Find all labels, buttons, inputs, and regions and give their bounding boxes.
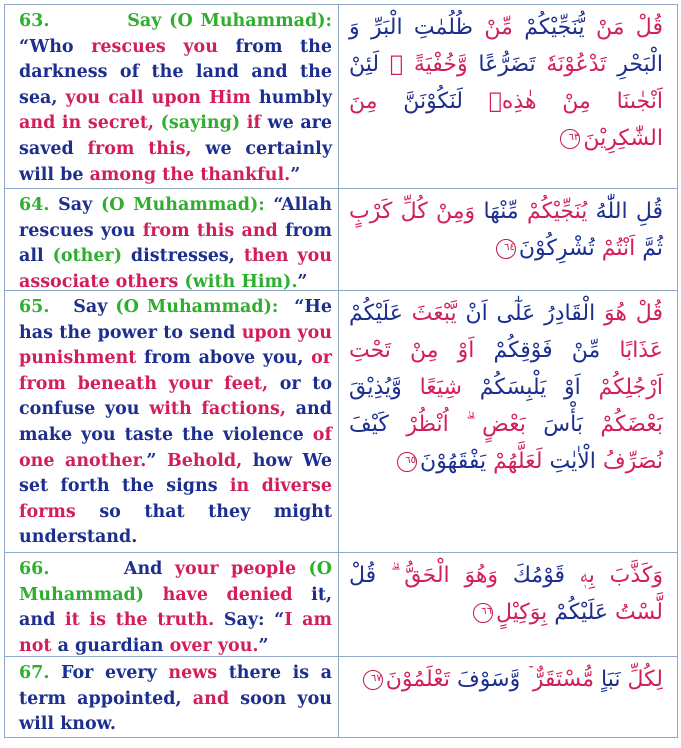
english-segment: it is the truth. xyxy=(65,610,224,631)
arabic-segment: يَّبْعَثَ xyxy=(402,301,457,326)
arabic-segment: الْقَادِرُ عَلٰٓى اَنْ xyxy=(456,301,596,326)
arabic-segment: قُلْ xyxy=(349,563,377,588)
english-segment: (saying) xyxy=(160,113,247,134)
english-segment: distresses, xyxy=(130,246,244,267)
arabic-verse xyxy=(339,189,677,290)
arabic-segment: نُصَرِّفُ xyxy=(595,449,663,474)
english-segment: I am not xyxy=(19,610,339,656)
arabic-segment: وَكَذَّبَ بِهٖ xyxy=(565,563,663,588)
english-segment: 65. xyxy=(19,297,58,317)
arabic-segment: وَّسَوْفَ xyxy=(449,667,521,692)
verse-row-64 xyxy=(5,189,677,291)
arabic-segment: لَّسْتُ xyxy=(608,600,663,625)
verse-number-marker: ٦٦ xyxy=(473,603,493,623)
verse-number-marker: ٦٥ xyxy=(397,452,417,472)
english-segment: For every xyxy=(61,663,169,683)
arabic-segment: مِّنْهَا xyxy=(475,199,519,224)
english-segment: and xyxy=(192,688,241,709)
arabic-segment: مِنْ هٰذِهٖ xyxy=(462,89,591,114)
arabic-segment: شِيَعًا xyxy=(401,375,462,400)
arabic-segment: بَأْسَ xyxy=(525,412,583,437)
english-segment: humbly xyxy=(258,87,339,108)
english-segment: it, and xyxy=(19,584,339,631)
arabic-segment: وَّخُفْيَةً ۚ xyxy=(379,52,468,77)
verse-number-marker: ٦٧ xyxy=(363,670,383,690)
english-segment: rescues you xyxy=(91,36,236,57)
arabic-segment: يُنَجِّيْكُمْ xyxy=(518,199,588,224)
english-segment: from the darkness of the land and the sea, xyxy=(19,36,339,108)
english-segment: from all xyxy=(19,220,339,267)
arabic-segment: ظُلُمٰتِ الْبَرِّ وَ الْبَحْرِ xyxy=(349,15,663,77)
english-segment: news xyxy=(168,663,229,683)
arabic-segment: كَيْفَ xyxy=(349,412,389,437)
arabic-segment: قُلْ هُوَ xyxy=(595,301,663,326)
english-segment: (O Muhammad) xyxy=(19,559,339,605)
arabic-segment: اَنْجٰىنَا xyxy=(590,89,663,114)
english-segment: (other) xyxy=(52,246,131,267)
english-segment: you call upon Him xyxy=(65,87,259,108)
arabic-segment: يُّنَجِّيْكُمْ xyxy=(512,15,585,40)
arabic-segment: عَلَيْكُمْ xyxy=(349,301,403,326)
english-segment: ” xyxy=(290,164,301,185)
arabic-segment: قُلْ مَنْ xyxy=(584,15,663,40)
english-segment: (O Muhammad): xyxy=(115,297,287,317)
english-segment: we are saved xyxy=(19,113,339,159)
english-segment: there is a term appointed, xyxy=(19,663,339,709)
english-segment: so that they might understand. xyxy=(19,501,339,548)
english-segment: a guardian xyxy=(57,635,170,656)
arabic-segment: وَمِنْ كُلِّ كَرْبٍ xyxy=(349,199,476,224)
arabic-segment: لِكُلِّ xyxy=(620,667,663,692)
english-segment: Say (O Muhammad): xyxy=(49,11,339,31)
english-segment: Say xyxy=(57,297,116,317)
english-segment: your people xyxy=(174,559,309,579)
arabic-segment: اَوْ مِنْ تَحْتِ اَرْجُلِكُمْ xyxy=(349,338,663,400)
verse-number-marker: ٦٣ xyxy=(560,129,580,149)
english-translation xyxy=(5,5,339,188)
verse-number-marker: ٦٤ xyxy=(496,239,516,259)
arabic-segment: لَنَكُوْنَنَّ xyxy=(377,89,463,114)
english-segment: from this and xyxy=(142,220,286,241)
english-translation xyxy=(5,189,339,290)
english-segment: among the thankful. xyxy=(89,164,291,185)
arabic-segment: عَلَيْكُمْ xyxy=(547,600,609,625)
english-segment: ” xyxy=(297,271,308,292)
english-segment: from above you, xyxy=(144,348,312,369)
arabic-segment: تَدْعُوْنَهٗ xyxy=(535,52,607,77)
english-segment: (with Him). xyxy=(184,271,298,292)
english-translation xyxy=(5,657,339,737)
english-segment: in diverse forms xyxy=(19,476,339,522)
english-segment: have denied xyxy=(162,584,312,605)
english-segment: of one another. xyxy=(19,424,339,471)
verse-table xyxy=(4,4,678,738)
arabic-verse xyxy=(339,553,677,656)
arabic-segment: اَوْ يَلْبِسَكُمْ xyxy=(461,375,581,400)
english-segment: Say xyxy=(58,195,101,215)
english-segment: punishment xyxy=(19,348,145,369)
arabic-segment: وَّيُذِيْقَ xyxy=(349,375,402,400)
english-segment: if xyxy=(246,113,268,134)
english-segment: or from beneath your feet, xyxy=(19,348,339,394)
arabic-segment: عَذَابًا xyxy=(600,338,663,363)
arabic-segment: يَفْقَهُوْنَ xyxy=(420,449,487,474)
english-translation xyxy=(5,553,339,656)
arabic-segment: مِّنْ xyxy=(473,15,513,40)
verse-row-63 xyxy=(5,5,677,189)
english-segment: and make you taste the violence xyxy=(19,399,339,445)
arabic-verse xyxy=(339,5,677,188)
arabic-segment: نَبَاٍ xyxy=(594,667,621,692)
english-segment: 67. xyxy=(19,663,62,683)
english-segment: And xyxy=(49,559,175,579)
english-segment: Behold, xyxy=(166,450,253,471)
english-segment: and in secret, xyxy=(19,113,161,134)
arabic-segment: اَنْتُمْ xyxy=(594,236,636,261)
english-segment: from this, xyxy=(87,138,206,159)
arabic-verse xyxy=(339,291,677,552)
english-segment: “Allah rescues you xyxy=(19,195,339,241)
english-segment: upon you xyxy=(241,322,339,343)
english-segment: or to confuse you xyxy=(19,373,339,420)
verse-row-67 xyxy=(5,657,677,737)
arabic-segment: بَعْضَكُمْ xyxy=(582,412,663,437)
arabic-segment: تُشْرِكُوْنَ xyxy=(518,236,595,261)
arabic-segment: وَهُوَ الْحَقُّ ۗ xyxy=(376,563,499,588)
english-segment: “Who xyxy=(19,36,92,57)
arabic-segment: ثُمَّ xyxy=(635,236,663,261)
english-segment: with factions, xyxy=(149,399,296,420)
english-segment: over you. xyxy=(169,635,259,656)
arabic-segment: بَعْضٍ ۗ xyxy=(448,412,526,437)
arabic-segment: مِّنْ فَوْقِكُمْ xyxy=(474,338,601,363)
english-segment: Say: “ xyxy=(223,610,285,631)
english-segment: 66. xyxy=(19,559,50,579)
english-segment: soon you will know. xyxy=(19,688,339,735)
arabic-segment: قُلِ اللّٰهُ xyxy=(587,199,664,224)
arabic-segment: لَئِنْ xyxy=(349,52,380,77)
arabic-segment: مُّسْتَقَرٌّ ۡ xyxy=(520,667,595,692)
english-segment: ” xyxy=(258,635,269,656)
english-segment: (O Muhammad): xyxy=(100,195,274,215)
arabic-segment: مِنَ الشّٰكِرِيْنَ xyxy=(349,89,663,151)
arabic-segment: الْاٰيٰتِ xyxy=(542,449,596,474)
arabic-segment: بِوَكِيْلٍ xyxy=(495,600,548,625)
arabic-segment: اُنْظُرْ xyxy=(388,412,449,437)
english-segment: ” xyxy=(146,450,167,471)
arabic-verse xyxy=(339,657,677,737)
arabic-segment: تَعْلَمُوْنَ xyxy=(385,667,450,692)
verse-row-66 xyxy=(5,553,677,657)
english-segment: 64. xyxy=(19,195,59,215)
english-segment: we certainly will be xyxy=(19,138,339,185)
english-translation xyxy=(5,291,339,552)
arabic-segment: قَوْمُكَ xyxy=(498,563,566,588)
verse-row-65 xyxy=(5,291,677,553)
english-segment: how We set forth the signs xyxy=(19,450,339,497)
arabic-segment: لَعَلَّهُمْ xyxy=(486,449,543,474)
english-segment: “He has the power to send xyxy=(19,297,339,343)
english-segment: 63. xyxy=(19,11,50,31)
english-segment: then you associate others xyxy=(19,246,339,292)
arabic-segment: تَضَرُّعًا xyxy=(467,52,536,77)
